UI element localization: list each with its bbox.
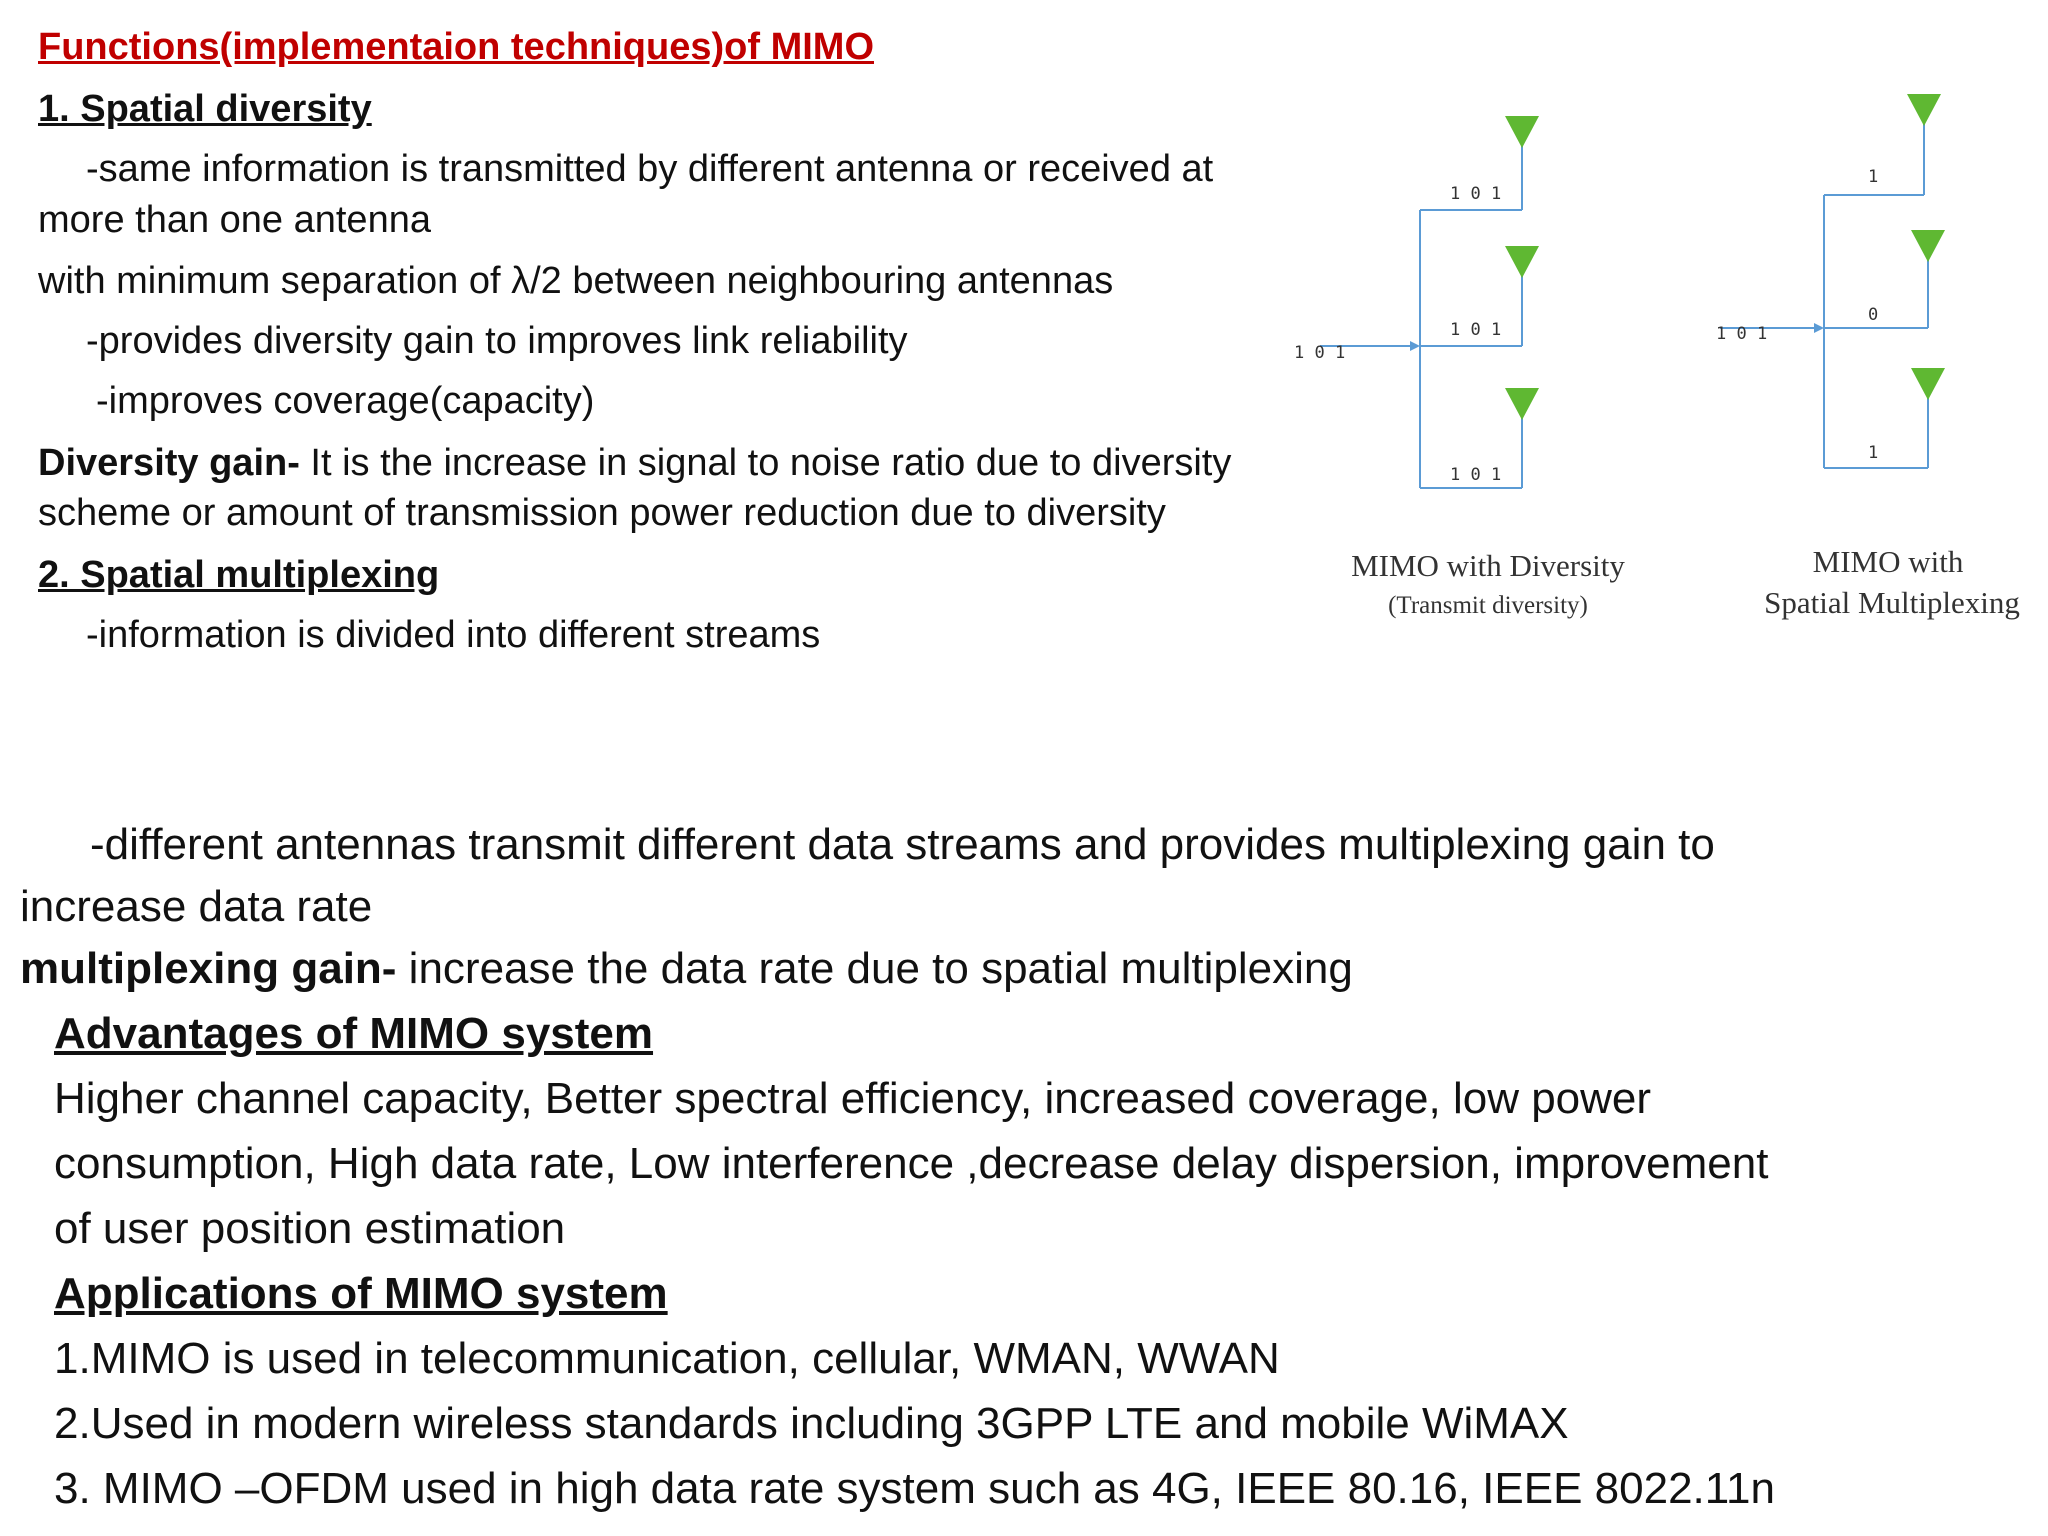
multiplexing-stream-label: 0 (1868, 305, 1879, 325)
spatial-multiplexing-line1: -information is divided into different streams (86, 614, 821, 656)
spatial-diversity-line5: -improves coverage(capacity) (96, 380, 595, 422)
spatial-multiplexing-line2: -different antennas transmit different data streams and provides multiplexing gain to (90, 820, 1715, 869)
multiplexing-stream-label: 1 (1868, 167, 1879, 187)
spatial-diversity-line4: -provides diversity gain to improves link reliability (86, 320, 908, 362)
multiplexing-caption-1: MIMO with (1812, 544, 1964, 579)
spatial-diversity-line3: with minimum separation of λ/2 between neighbouring antennas (38, 260, 1114, 302)
diversity-gain-line1 (38, 438, 1231, 488)
spatial-multiplexing-heading: 2. Spatial multiplexing (38, 554, 440, 596)
spatial-diversity-line1: -same information is transmitted by different antenna or received at (86, 148, 1214, 190)
multiplexing-gain-text: increase the data rate due to spatial multiplexing (396, 944, 1353, 993)
antenna-icon (1907, 94, 1941, 126)
diversity-stream-label: 1 0 1 (1450, 465, 1502, 485)
diversity-stream-label: 1 0 1 (1450, 320, 1502, 340)
page-title: Functions(implementaion techniques)of MIMO (38, 26, 874, 68)
multiplexing-caption-2: Spatial Multiplexing (1764, 585, 2020, 620)
applications-heading: Applications of MIMO system (54, 1269, 668, 1318)
multiplexing-input-label: 1 0 1 (1716, 324, 1768, 344)
advantages-line2: consumption, High data rate, Low interference ,decrease delay dispersion, improvement (54, 1139, 1769, 1188)
diversity-diagram (1294, 116, 1625, 619)
advantages-heading: Advantages of MIMO system (54, 1009, 654, 1058)
antenna-icon (1911, 368, 1945, 400)
arrow-icon (1410, 341, 1420, 351)
multiplexing-diagram (1716, 94, 2020, 620)
diversity-caption-1: MIMO with Diversity (1351, 548, 1625, 583)
antenna-icon (1505, 246, 1539, 278)
multiplexing-gain-term: multiplexing gain- (20, 944, 397, 993)
multiplexing-stream-label: 1 (1868, 443, 1879, 463)
diversity-gain-line2: scheme or amount of transmission power reduction due to diversity (38, 492, 1166, 534)
diversity-stream-label: 1 0 1 (1450, 184, 1502, 204)
application-item-3: 3. MIMO –OFDM used in high data rate system such as 4G, IEEE 80.16, IEEE 8022.11n (54, 1464, 1775, 1513)
application-item-1: 1.MIMO is used in telecommunication, cellular, WMAN, WWAN (54, 1334, 1280, 1383)
multiplexing-gain-line (20, 938, 1353, 1000)
antenna-icon (1911, 230, 1945, 262)
spatial-diversity-heading: 1. Spatial diversity (38, 88, 372, 130)
antenna-icon (1505, 116, 1539, 148)
diversity-caption-2: (Transmit diversity) (1388, 592, 1588, 619)
spatial-multiplexing-line3: increase data rate (20, 882, 373, 931)
mimo-diagram (1294, 80, 2048, 660)
application-item-2: 2.Used in modern wireless standards including 3GPP LTE and mobile WiMAX (54, 1399, 1569, 1448)
antenna-icon (1505, 388, 1539, 420)
spatial-diversity-line2: more than one antenna (38, 199, 431, 241)
advantages-line3: of user position estimation (54, 1204, 566, 1253)
diversity-gain-term: Diversity gain- (38, 442, 300, 484)
diversity-input-label: 1 0 1 (1294, 343, 1346, 363)
advantages-line1: Higher channel capacity, Better spectral efficiency, increased coverage, low power (54, 1074, 1652, 1123)
arrow-icon (1814, 323, 1824, 333)
diversity-gain-text1: It is the increase in signal to noise ratio due to diversity (299, 442, 1232, 484)
